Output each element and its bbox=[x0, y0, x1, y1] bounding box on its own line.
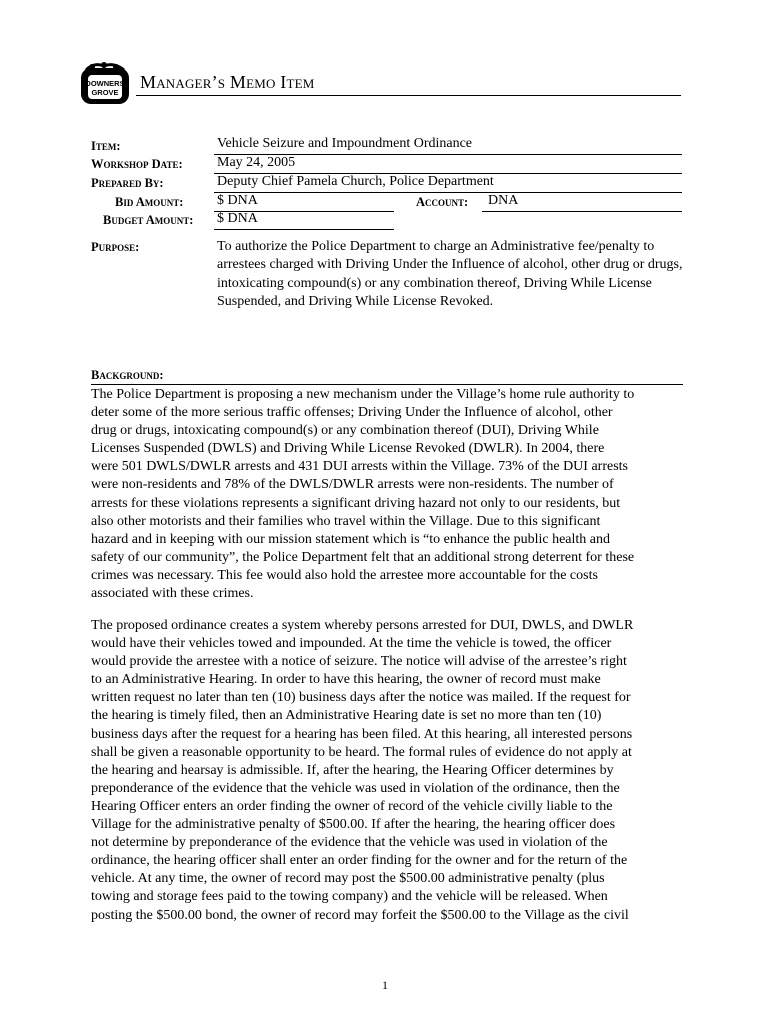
budget-amount-underline bbox=[214, 229, 394, 230]
purpose-text: To authorize the Police Department to charge an Administrative fee/penalty to arrestees charged with Driving Under the Influence of alcohol, other drug or drugs, intoxicating compound(s) or any combination thereof, Driving While License Suspended, and Driving While License Revoked. bbox=[217, 239, 683, 309]
page-number: 1 bbox=[382, 978, 388, 992]
paragraph-line: would have their vehicles towed and impounded. At the time the vehicle is towed, the officer bbox=[91, 636, 612, 652]
paragraph-line: to an Administrative Hearing. In order to have this hearing, the owner of record must make bbox=[91, 672, 601, 688]
bid-amount-label: Bid Amount: bbox=[115, 195, 184, 209]
paragraph-line: were non-residents and 78% of the DWLS/DWLR arrests were non-residents. The number of bbox=[91, 477, 614, 493]
item-label: Item: bbox=[91, 139, 121, 153]
account-value: DNA bbox=[488, 193, 519, 208]
header-rule bbox=[136, 95, 681, 96]
prepared-by-underline bbox=[214, 192, 682, 193]
item-value: Vehicle Seizure and Impoundment Ordinance bbox=[217, 136, 473, 151]
paragraph-line: safety of our community”, the Police Department felt that an additional strong deterrent for these bbox=[91, 549, 635, 565]
budget-amount-label: Budget Amount: bbox=[103, 213, 194, 227]
background-paragraph-2 bbox=[91, 617, 691, 925]
prepared-by-label: Prepared By: bbox=[91, 176, 164, 190]
account-label: Account: bbox=[416, 195, 469, 209]
paragraph-line: would provide the arrestee with a notice of seizure. The notice will advise of the arrestee’s right bbox=[91, 654, 627, 670]
paragraph-line: ordinance, the hearing officer shall enter an order finding for the owner and for the return of the bbox=[91, 853, 628, 869]
paragraph-line: crimes was necessary. This fee would also hold the arrestee more accountable for the costs bbox=[91, 567, 598, 583]
paragraph-line: the hearing and hearsay is admissible. If, after the hearing, the Hearing Officer determines by bbox=[91, 762, 614, 778]
paragraph-line: Village for the administrative penalty of $500.00. If after the hearing, the hearing officer does bbox=[91, 817, 616, 833]
paragraph-line: drug or drugs, intoxicating compound(s) or any combination thereof (DUI), Driving While bbox=[91, 423, 599, 439]
paragraph-line: business days after the request for a hearing has been filed. At this hearing, all interested persons bbox=[91, 726, 633, 742]
paragraph-line: Licenses Suspended (DWLS) and Driving While License Revoked (DWLR). In 2004, there bbox=[91, 441, 605, 457]
logo-text-bottom: GROVE bbox=[91, 88, 119, 97]
paragraph-line: vehicle. At any time, the owner of record may post the $500.00 administrative penalty (plus bbox=[91, 871, 605, 887]
memo-title: Manager’s Memo Item bbox=[140, 72, 315, 92]
logo-text-top: DOWNERS bbox=[85, 79, 125, 88]
prepared-by-value: Deputy Chief Pamela Church, Police Department bbox=[217, 174, 494, 189]
paragraph-line: also other motorists and their families who travel within the Village. Due to this significant bbox=[91, 513, 601, 529]
paragraph-line: The Police Department is proposing a new mechanism under the Village’s home rule authority to bbox=[91, 387, 635, 402]
paragraph-line: hazard and in keeping with our mission statement which is “to enhance the public health and bbox=[91, 531, 611, 547]
account-underline bbox=[482, 211, 682, 212]
paragraph-line: Hearing Officer enters an order finding the owner of record of the vehicle civilly liable to the bbox=[91, 798, 613, 814]
workshop-date-label: Workshop Date: bbox=[91, 157, 183, 171]
paragraph-line: shall be given a reasonable opportunity to be heard. The formal rules of evidence do not apply at bbox=[91, 744, 632, 760]
paragraph-line: written request no later than ten (10) business days after the notice was mailed. If the request for bbox=[91, 690, 631, 706]
paragraph-line: towing and storage fees paid to the towing company) and the vehicle will be released. When bbox=[91, 889, 608, 905]
purpose-label: Purpose: bbox=[91, 240, 140, 254]
workshop-date-value: May 24, 2005 bbox=[217, 155, 296, 170]
village-logo bbox=[80, 62, 132, 106]
paragraph-line: were 501 DWLS/DWLR arrests and 431 DUI arrests within the Village. 73% of the DUI arrests bbox=[91, 459, 628, 475]
background-rule bbox=[91, 384, 683, 385]
paragraph-line: not determine by preponderance of the evidence that the vehicle was used in violation of the bbox=[91, 835, 608, 851]
paragraph-line: The proposed ordinance creates a system whereby persons arrested for DUI, DWLS, and DWLR bbox=[91, 618, 634, 633]
bid-amount-value: $ DNA bbox=[217, 193, 258, 208]
budget-amount-value: $ DNA bbox=[217, 211, 258, 226]
background-paragraph-1 bbox=[91, 386, 691, 603]
paragraph-line: posting the $500.00 bond, the owner of record may forfeit the $500.00 to the Village as the civil bbox=[91, 907, 629, 923]
paragraph-line: preponderance of the evidence that the vehicle was used in violation of the ordinance, then the bbox=[91, 780, 620, 796]
background-label: Background: bbox=[91, 368, 164, 382]
paragraph-line: arrests for these violations represents a significant driving hazard not only to our residents, but bbox=[91, 495, 621, 511]
paragraph-line: the hearing is timely filed, then an Administrative Hearing date is set no more than ten (10) bbox=[91, 708, 602, 724]
paragraph-line: associated with these crimes. bbox=[91, 586, 254, 602]
paragraph-line: deter some of the more serious traffic offenses; Driving Under the Influence of alcohol, other bbox=[91, 405, 613, 421]
